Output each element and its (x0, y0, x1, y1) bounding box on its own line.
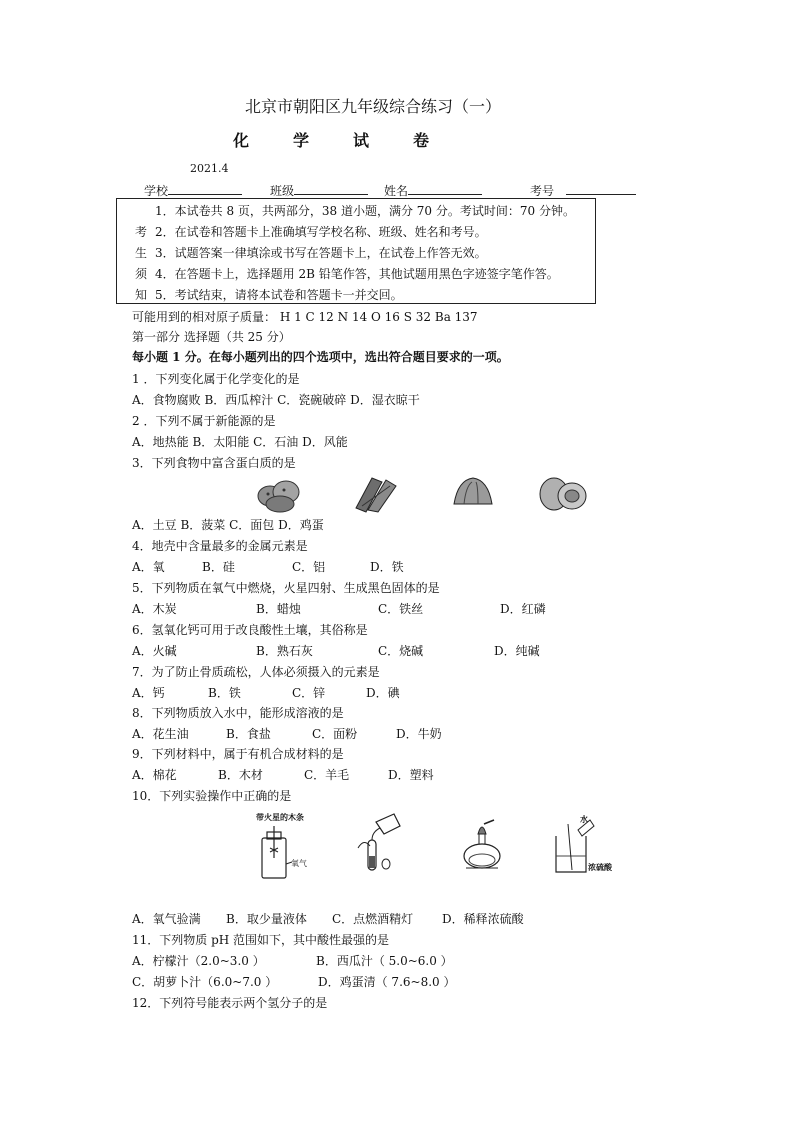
exam-date: 2021.4 (190, 162, 229, 175)
option: A．火碱 (132, 644, 177, 658)
exam-number-blank[interactable] (566, 182, 636, 195)
option: D．塑料 (388, 768, 434, 782)
notice-side-char: 考 (135, 225, 148, 239)
notice-item: 4．在答题卡上，选择题用 2B 铅笔作答，其他试题用黑色字迹签字笔作答。 (155, 267, 559, 281)
option: D．红磷 (500, 602, 546, 616)
name-label: 姓名 (384, 184, 409, 198)
notice-item: 2．在试卷和答题卡上准确填写学校名称、班级、姓名和考号。 (155, 225, 487, 239)
option: A．钙 (132, 686, 165, 700)
option: C．胡萝卜汁（6.0~7.0 ） (132, 975, 278, 989)
notice-item: 5．考试结束，请将本试卷和答题卡一并交回。 (155, 288, 403, 302)
option: A．氧 (132, 560, 165, 574)
option: D．稀释浓硫酸 (442, 912, 524, 926)
class-field[interactable] (270, 182, 368, 199)
question-stem: 1 ．下列变化属于化学变化的是 (132, 372, 300, 386)
option: C．点燃酒精灯 (332, 912, 414, 926)
notice-item: 3．试题答案一律填涂或书写在答题卡上，在试卷上作答无效。 (155, 246, 487, 260)
option: A．花生油 (132, 727, 189, 741)
question-stem: 2 ．下列不属于新能源的是 (132, 414, 276, 428)
question-stem: 10．下列实验操作中正确的是 (132, 789, 292, 803)
subject-char: 化 (233, 131, 250, 150)
option: B．硅 (202, 560, 235, 574)
option: B．蜡烛 (256, 602, 301, 616)
notice-side-label (135, 201, 151, 306)
option: C．羊毛 (304, 768, 350, 782)
notice-items (155, 201, 575, 306)
option: B．取少量液体 (226, 912, 307, 926)
notice-side-char: 生 (135, 246, 148, 260)
option: C．面粉 (312, 727, 358, 741)
subject-title (233, 128, 473, 151)
acid-label: 浓硫酸 (588, 862, 612, 872)
exam-notice-box (116, 198, 596, 304)
option: B．西瓜汁（ 5.0~6.0 ） (316, 954, 453, 968)
part1-instruction: 每小题 1 分。在每小题列出的四个选项中，选出符合题目要求的一项。 (132, 350, 509, 364)
option: D．牛奶 (396, 727, 442, 741)
question-options: A．地热能 B．太阳能 C．石油 D．风能 (132, 435, 348, 449)
liquid-pour-drawing (350, 812, 410, 878)
class-label: 班级 (270, 184, 295, 198)
school-field[interactable] (144, 182, 242, 199)
egg-image (534, 472, 590, 512)
school-blank[interactable] (168, 182, 242, 195)
notice-item: 1．本试卷共 8 页，共两部分，38 道小题，满分 70 分。考试时间：70 分钟。 (155, 204, 575, 218)
question-stem: 4．地壳中含量最多的金属元素是 (132, 539, 308, 553)
option: A．氧气验满 (132, 912, 201, 926)
question-stem: 9．下列材料中，属于有机合成材料的是 (132, 747, 344, 761)
question-options: A．土豆 B．菠菜 C．面包 D．鸡蛋 (132, 518, 324, 532)
oxygen-label: 氧气 (291, 859, 307, 868)
question-stem: 3．下列食物中富含蛋白质的是 (132, 456, 296, 470)
potato-image (254, 474, 304, 514)
atomic-masses: 可能用到的相对原子质量： H 1 C 12 N 14 O 16 S 32 Ba 137 (132, 310, 478, 324)
flame-stick-label: 带火星的木条 (256, 812, 304, 822)
name-blank[interactable] (408, 182, 482, 195)
option: D．碘 (366, 686, 400, 700)
water-label: 水 (580, 814, 588, 824)
option: A．柠檬汁（2.0~3.0 ） (132, 954, 265, 968)
question-options: A．食物腐败 B．西瓜榨汁 C．瓷碗破碎 D．湿衣晾干 (132, 393, 420, 407)
exam-title: 北京市朝阳区九年级综合练习（一） (245, 97, 502, 116)
question-stem: 8．下列物质放入水中，能形成溶液的是 (132, 706, 344, 720)
class-blank[interactable] (294, 182, 368, 195)
option: C．铝 (292, 560, 326, 574)
option: D．鸡蛋清（ 7.6~8.0 ） (318, 975, 456, 989)
oxygen-check-drawing (256, 824, 316, 882)
option: B．木材 (218, 768, 263, 782)
subject-char: 试 (353, 131, 370, 150)
option: D．铁 (370, 560, 404, 574)
exam-number-field[interactable] (530, 182, 636, 199)
notice-side-char: 知 (135, 288, 148, 302)
subject-char: 卷 (413, 131, 430, 150)
option: C．锌 (292, 686, 326, 700)
school-label: 学校 (144, 184, 169, 198)
option: A．棉花 (132, 768, 177, 782)
option: C．铁丝 (378, 602, 424, 616)
exam-number-label: 考号 (530, 184, 555, 198)
part1-heading: 第一部分 选择题（共 25 分） (132, 330, 291, 344)
question-stem: 5．下列物质在氧气中燃烧，火星四射、生成黑色固体的是 (132, 581, 440, 595)
notice-side-char: 须 (135, 267, 148, 281)
option: B．熟石灰 (256, 644, 313, 658)
option: B．铁 (208, 686, 241, 700)
option: C．烧碱 (378, 644, 424, 658)
subject-char: 学 (293, 131, 310, 150)
option: D．纯碱 (494, 644, 540, 658)
alcohol-lamp-drawing (458, 818, 508, 878)
question-stem: 6．氢氧化钙可用于改良酸性土壤，其俗称是 (132, 623, 368, 637)
option: B．食盐 (226, 727, 271, 741)
question-stem: 12．下列符号能表示两个氢分子的是 (132, 996, 328, 1010)
question-stem: 7．为了防止骨质疏松，人体必须摄入的元素是 (132, 665, 380, 679)
question-stem: 11．下列物质 pH 范围如下，其中酸性最强的是 (132, 933, 390, 947)
bread-image (450, 474, 496, 510)
option: A．木炭 (132, 602, 177, 616)
name-field[interactable] (384, 182, 482, 199)
spinach-image (352, 472, 400, 514)
